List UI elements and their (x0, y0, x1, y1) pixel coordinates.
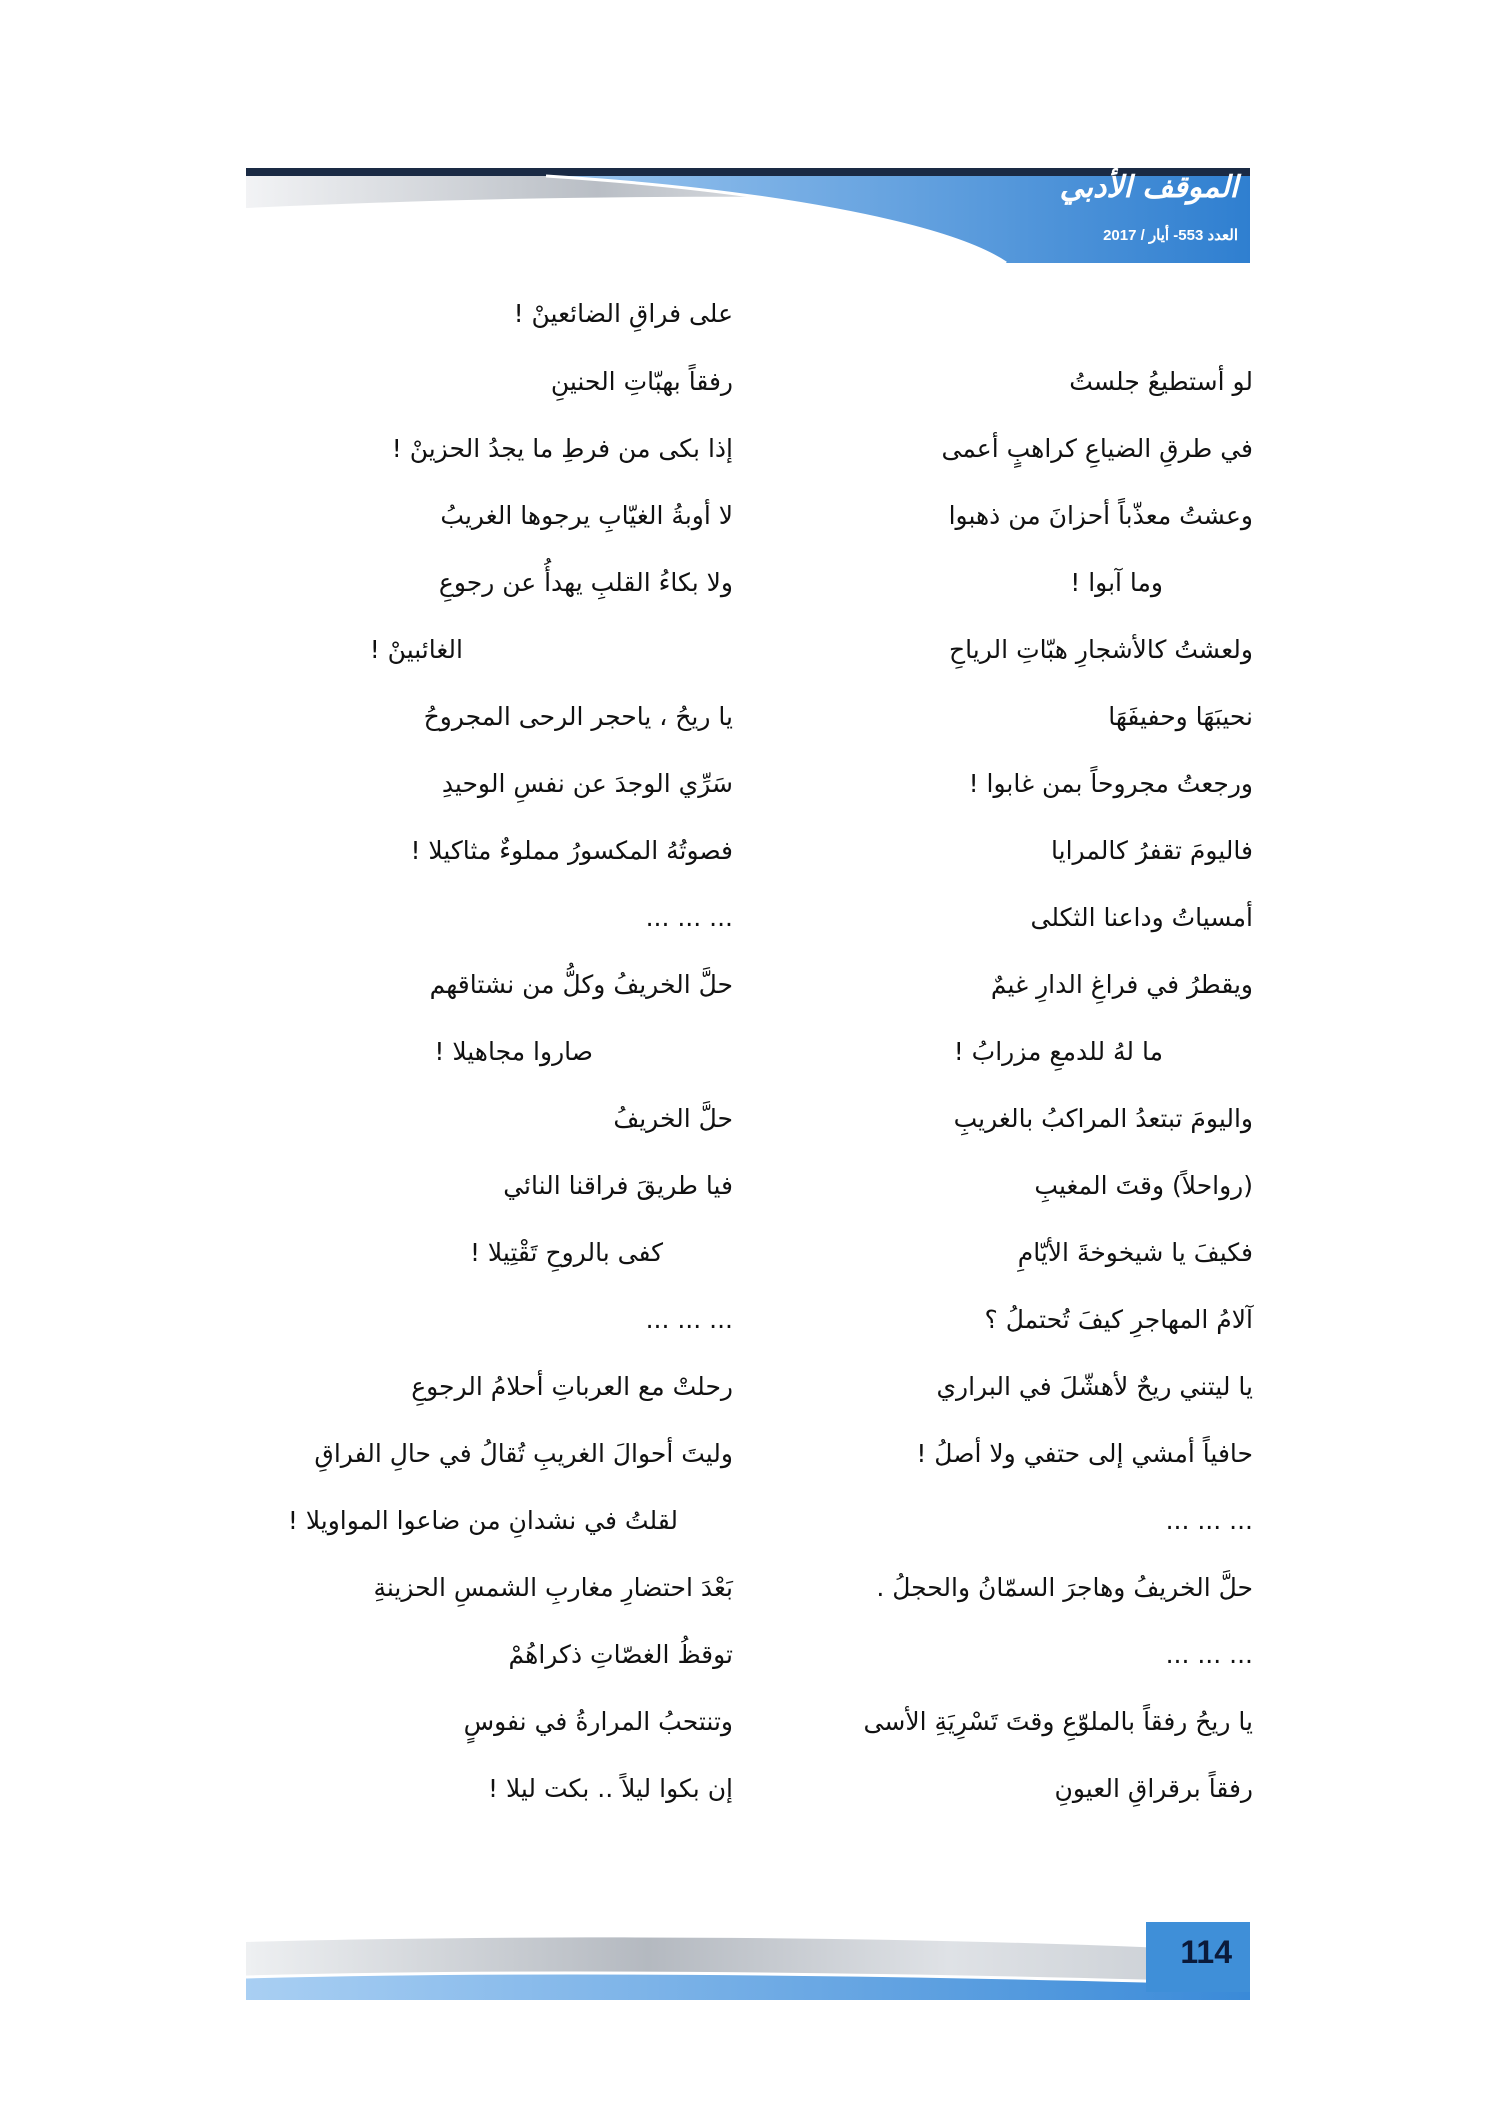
verse-line: رفقاً برقراقِ العيونِ (1054, 1774, 1253, 1803)
stanza-separator: ... ... ... (645, 903, 733, 932)
verse-line: الغائبينْ ! (369, 635, 463, 664)
verse-line: صاروا مجاهيلا ! (434, 1037, 593, 1066)
verse-line: آلامُ المهاجرِ كيفَ تُحتملُ ؟ (984, 1305, 1253, 1334)
verse-line: ورجعتُ مجروحاً بمن غابوا ! (968, 769, 1253, 798)
verse-line: وتنتحبُ المرارةُ في نفوسٍ (463, 1707, 733, 1736)
magazine-logo: الموقف الأدبي (1059, 170, 1238, 205)
verse-line: بَعْدَ احتضارِ مغاربِ الشمسِ الحزينةِ (373, 1573, 733, 1602)
issue-info: العدد 553- أيار / 2017 (1103, 227, 1238, 244)
verse-line: وما آبوا ! (1070, 568, 1163, 597)
verse-line: وعشتُ معذّباً أحزانَ من ذهبوا (948, 501, 1253, 530)
verse-line: ولا بكاءُ القلبِ يهدأُ عن رجوعِ (438, 568, 733, 597)
verse-line: ما لهُ للدمعِ مزرابُ ! (953, 1037, 1163, 1066)
verse-line: وليتَ أحوالَ الغريبِ تُقالُ في حالِ الفراقِ (314, 1439, 733, 1468)
verse-line: ولعشتُ كالأشجارِ هبّاتِ الرياحِ (949, 635, 1253, 664)
verse-line: سَرِّي الوجدَ عن نفسِ الوحيدِ (441, 769, 733, 798)
verse-line: لقلتُ في نشدانِ من ضاعوا المواويلا ! (287, 1506, 678, 1535)
stanza-separator: ... ... ... (1165, 1640, 1253, 1669)
verse-line: فكيفَ يا شيخوخةَ الأيّامِ (1017, 1238, 1253, 1267)
verse-line: (رواحلاً) وقتَ المغيبِ (1034, 1171, 1253, 1200)
verse-line: حلَّ الخريفُ وهاجرَ السمّانُ والحجلُ . (876, 1573, 1253, 1602)
verse-line: يا ريحُ رفقاً بالملوّعِ وقتَ تَسْرِيَةِ الأسى (863, 1707, 1253, 1736)
verse-line: كفى بالروحِ تَقْتِيلا ! (469, 1238, 663, 1267)
verse-line: حلَّ الخريفُ وكلُّ من نشتاقهم (429, 970, 733, 999)
verse-line: حلَّ الخريفُ (613, 1104, 733, 1133)
verse-line: رحلتْ مع العرباتِ أحلامُ الرجوعِ (411, 1372, 733, 1401)
verse-line: فاليومَ تقفرُ كالمرايا (1051, 836, 1253, 865)
verse-line: يا ريحُ ، ياحجر الرحى المجروحُ (423, 702, 733, 731)
page-footer (246, 1922, 1250, 2000)
verse-line: أمسياتُ وداعنا الثكلى (1030, 903, 1253, 932)
stanza-separator: ... ... ... (645, 1305, 733, 1334)
page-number: 114 (1180, 1934, 1232, 1970)
verse-line: حافياً أمشي إلى حتفي ولا أصلُ ! (916, 1439, 1253, 1468)
verse-line: يا ليتني ريحٌ لأهشّلَ في البراري (936, 1372, 1253, 1401)
verse-line: لا أوبةُ الغيّابِ يرجوها الغريبُ (440, 501, 733, 530)
verse-line: فيا طريقَ فراقنا النائي (503, 1171, 733, 1200)
verse-line: فصوتُهُ المكسورُ مملوءٌ مثاكيلا ! (410, 836, 733, 865)
verse-line: إن بكوا ليلاً .. بكت ليلا ! (488, 1774, 733, 1803)
verse-line: رفقاً بهبّاتِ الحنينِ (550, 367, 733, 396)
verse-line: على فراقِ الضائعينْ ! (513, 299, 733, 328)
verse-line: ويقطرُ في فراغِ الدارِ غيمٌ (990, 970, 1253, 999)
verse-line: لو أستطيعُ جلستُ (1069, 367, 1253, 396)
verse-line: واليومَ تبتعدُ المراكبُ بالغريبِ (953, 1104, 1253, 1133)
stanza-separator: ... ... ... (1165, 1506, 1253, 1535)
footer-wave-graphic (246, 1922, 1250, 2000)
verse-line: نحيبَهَا وحفيفَهَا (1108, 702, 1253, 731)
verse-line: في طرقِ الضياعِ كراهبٍ أعمى (941, 434, 1253, 463)
verse-line: توقظُ الغصّاتِ ذكراهُمْ (508, 1640, 733, 1669)
page-header (246, 168, 1250, 263)
verse-line: إذا بكى من فرطِ ما يجدُ الحزينْ ! (391, 434, 733, 463)
